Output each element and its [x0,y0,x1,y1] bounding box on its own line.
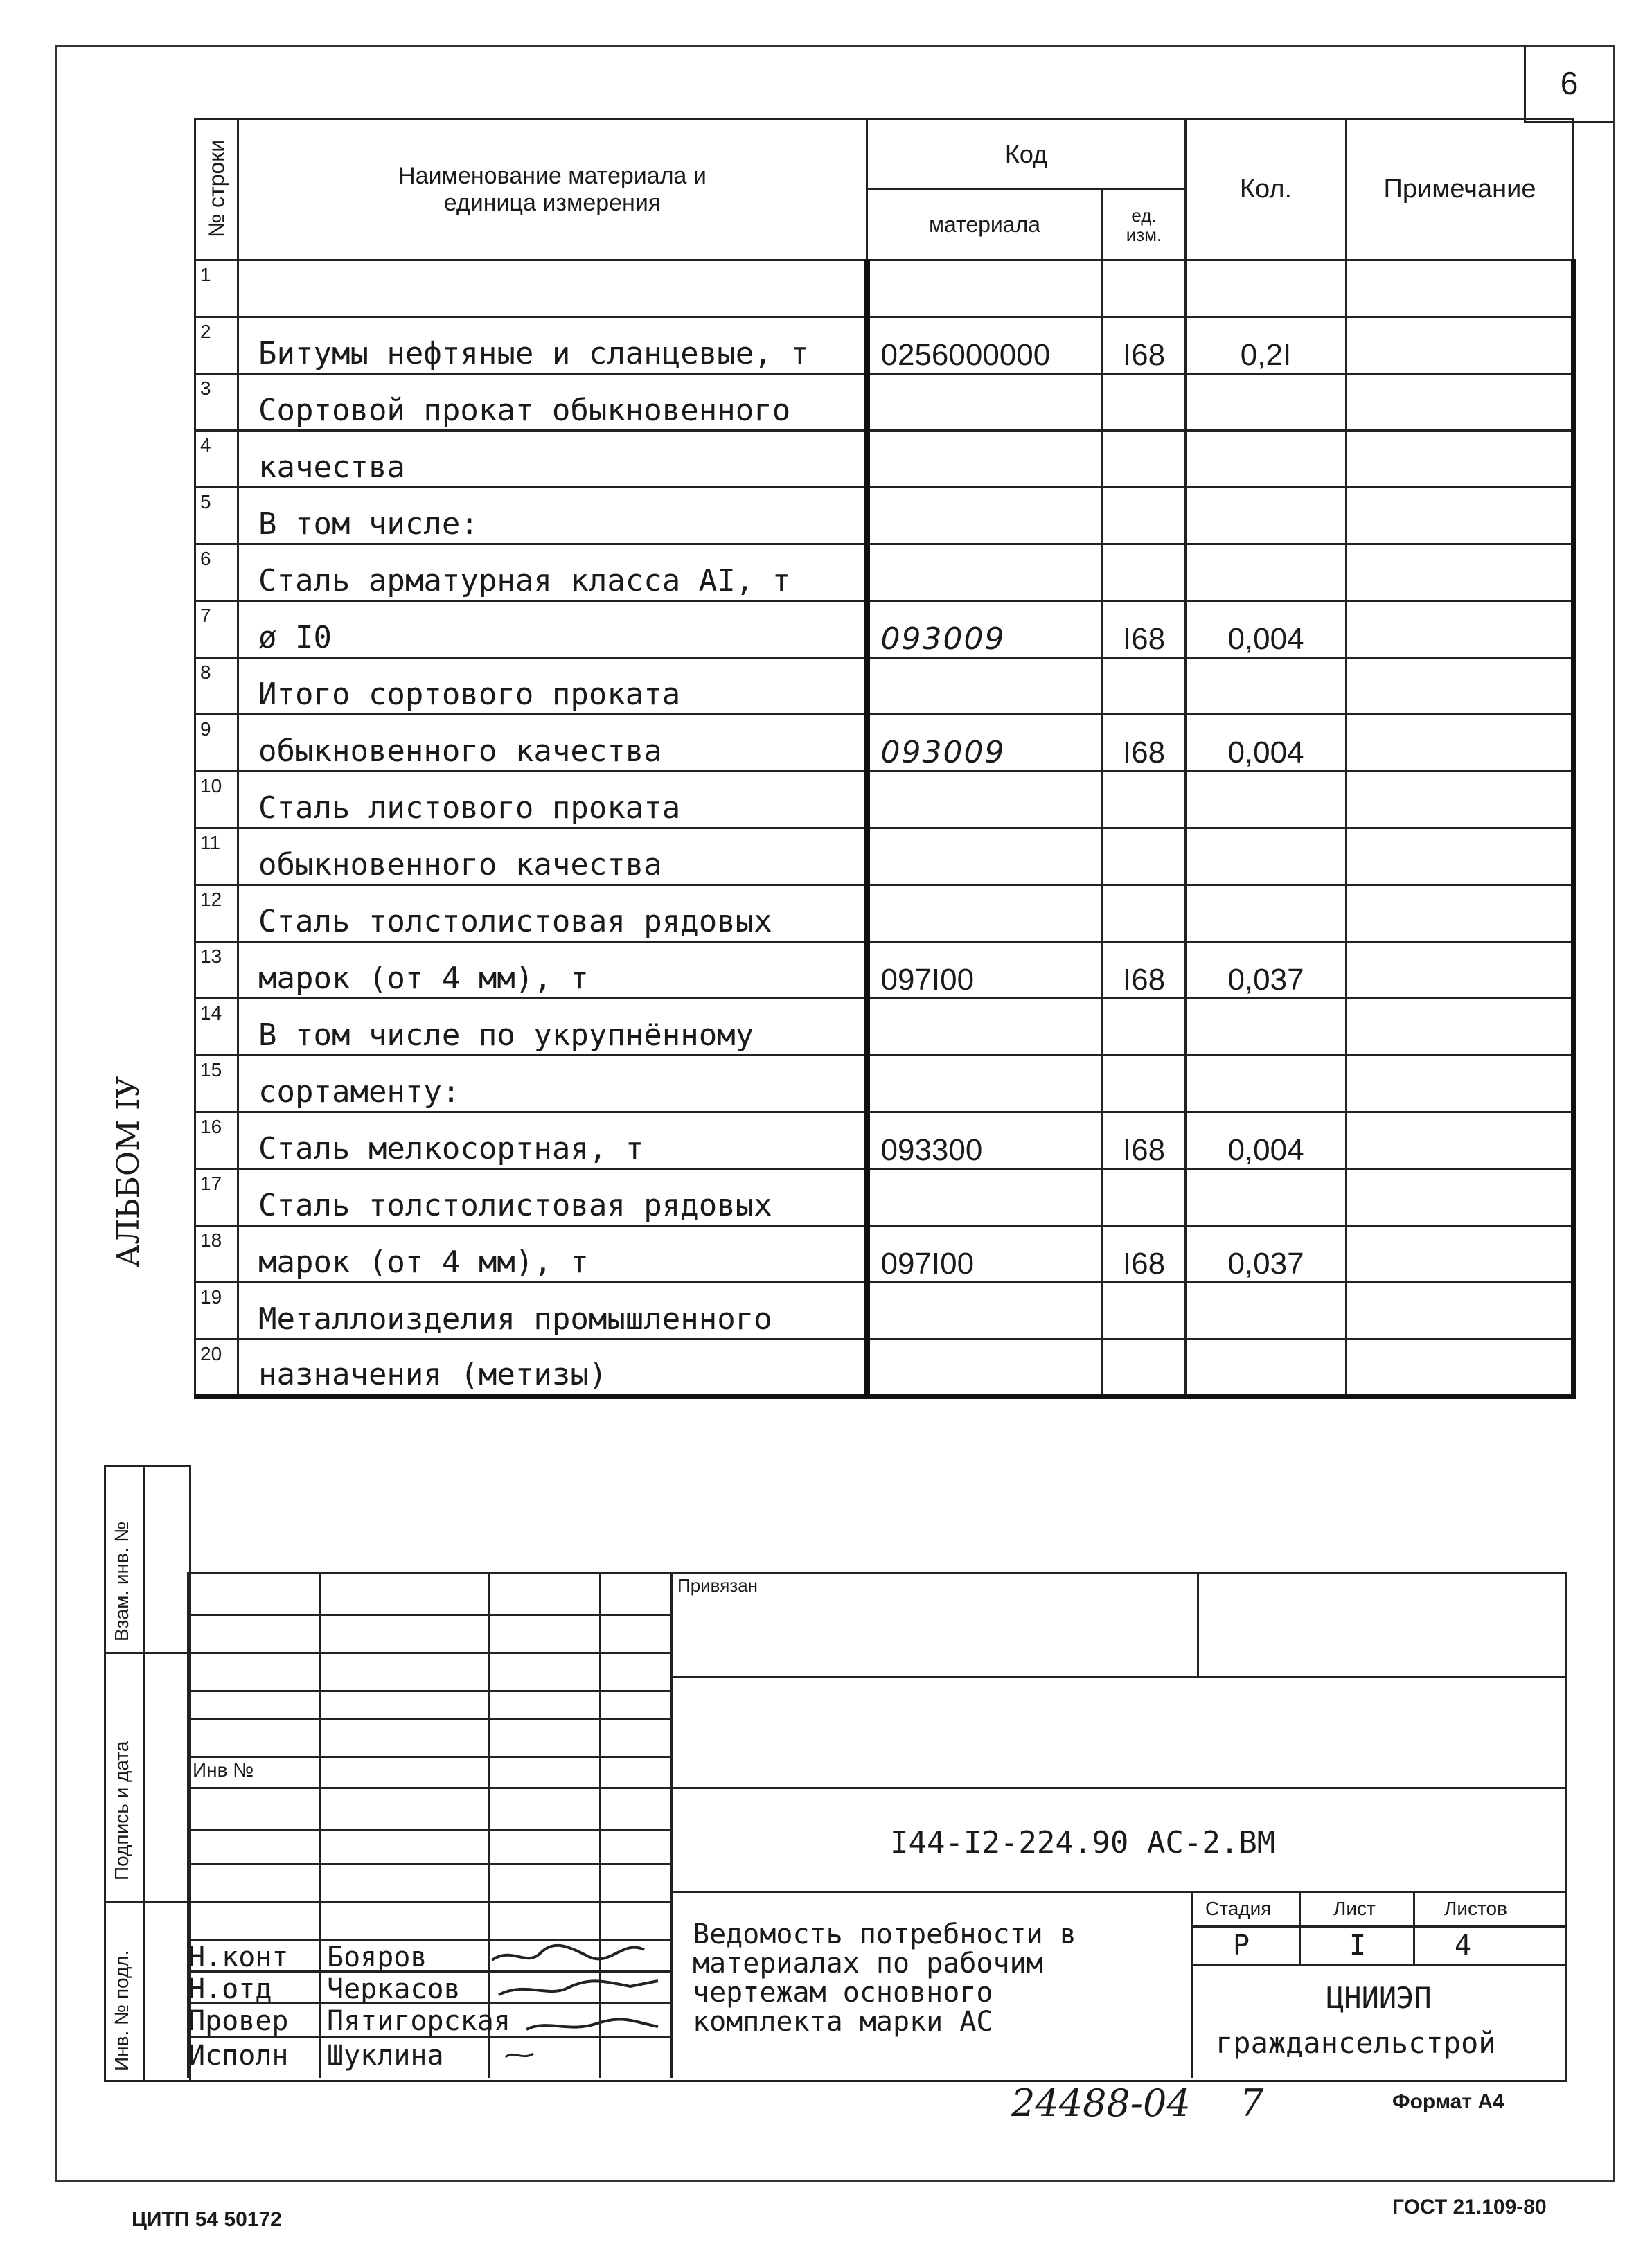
material-name: Сталь толстолистовая рядовых [238,1169,867,1226]
material-name: Итого сортового проката [238,658,867,715]
quantity: 0,037 [1186,942,1347,999]
unit-code: I68 [1103,942,1186,999]
unit-code: I68 [1103,1226,1186,1283]
unit-code [1103,885,1186,942]
role-n-kont: Н.конт [188,1941,289,1973]
header-code-material: материала [867,190,1103,260]
margin-stamp-column-2 [143,1465,191,2082]
row-number: 12 [195,885,238,942]
unit-code [1103,431,1186,488]
material-name: обыкновенного качества [238,828,867,885]
left-code: ЦИТП 54 50172 [132,2208,282,2231]
signature-strokes [485,1932,672,2071]
row-number: 10 [195,772,238,828]
row-number: 17 [195,1169,238,1226]
material-name: Битумы нефтяные и сланцевые, т [238,317,867,374]
quantity [1186,1340,1347,1396]
unit-code [1103,1056,1186,1112]
row-number: 6 [195,544,238,601]
material-code [867,1169,1103,1226]
archive-number: 24488-04 [1011,2081,1191,2125]
quantity: 0,004 [1186,715,1347,772]
quantity: 0,004 [1186,601,1347,658]
table-row [195,260,1574,317]
note-cell [1347,1169,1574,1226]
quantity: 0,004 [1186,1112,1347,1169]
material-name [238,260,867,317]
organization-line-1: ЦНИИЭП [1326,1981,1432,2015]
row-number: 14 [195,999,238,1056]
material-code: 0256000000 [867,317,1103,374]
note-cell [1347,260,1574,317]
privyazan-label: Привязан [677,1575,758,1596]
table-row [195,828,1574,885]
podpis-data-label: Подпись и дата [111,1741,132,1880]
material-code [867,1056,1103,1112]
material-code [867,488,1103,544]
table-row [195,942,1574,999]
material-name: обыкновенного качества [238,715,867,772]
material-code [867,544,1103,601]
document-title-line-2: материалах по рабочим [693,1948,1043,1979]
name-cherkasov: Черкасов [327,1973,461,2005]
table-row [195,488,1574,544]
table-row [195,317,1574,374]
unit-code [1103,658,1186,715]
quantity [1186,431,1347,488]
name-shuklina: Шуклина [327,2040,444,2072]
table-row [195,544,1574,601]
unit-code [1103,1169,1186,1226]
unit-code: I68 [1103,715,1186,772]
table-row [195,1340,1574,1396]
material-name: В том числе: [238,488,867,544]
quantity [1186,658,1347,715]
unit-code [1103,999,1186,1056]
quantity [1186,1283,1347,1340]
material-name: качества [238,431,867,488]
table-row [195,999,1574,1056]
material-name: Металлоизделия промышленного [238,1283,867,1340]
material-name: Сортовой прокат обыкновенного [238,374,867,431]
note-cell [1347,942,1574,999]
stage-value: Р [1233,1930,1250,1961]
quantity [1186,488,1347,544]
material-name: марок (от 4 мм), т [238,1226,867,1283]
unit-code [1103,488,1186,544]
note-cell [1347,544,1574,601]
role-ispoln: Исполн [188,2040,289,2072]
row-number: 20 [195,1340,238,1396]
inv-podl-label: Инв. № подл. [111,1950,132,2071]
quantity [1186,1169,1347,1226]
row-number: 15 [195,1056,238,1112]
page-number-box [1524,45,1613,123]
row-number: 18 [195,1226,238,1283]
material-code: 093300 [867,1112,1103,1169]
row-number: 5 [195,488,238,544]
inv-no-label: Инв № [193,1759,254,1781]
row-number: 8 [195,658,238,715]
unit-code [1103,1283,1186,1340]
material-name: Сталь арматурная класса АI, т [238,544,867,601]
unit-code [1103,374,1186,431]
material-name: Сталь толстолистовая рядовых [238,885,867,942]
table-row [195,1056,1574,1112]
row-number: 3 [195,374,238,431]
note-cell [1347,1283,1574,1340]
table-row [195,431,1574,488]
table-row [195,1283,1574,1340]
material-code [867,885,1103,942]
table-row [195,715,1574,772]
material-code [867,828,1103,885]
material-name: марок (от 4 мм), т [238,942,867,999]
quantity [1186,772,1347,828]
materials-table [194,118,1576,1399]
row-number: 13 [195,942,238,999]
name-boyarov: Бояров [327,1941,427,1973]
vzam-inv-label: Взам. инв. № [111,1521,132,1642]
material-code: 093009 [867,601,1103,658]
materials-table-body [195,260,1574,1396]
material-code [867,1340,1103,1396]
note-cell [1347,1112,1574,1169]
gost-code: ГОСТ 21.109-80 [1392,2196,1547,2218]
quantity [1186,1056,1347,1112]
note-cell [1347,317,1574,374]
note-cell [1347,715,1574,772]
note-cell [1347,601,1574,658]
table-row [195,374,1574,431]
sheets-value: 4 [1455,1930,1472,1961]
unit-code [1103,772,1186,828]
stage-label: Стадия [1205,1898,1272,1919]
format-label: Формат А4 [1392,2090,1504,2113]
name-pyatigorskaya: Пятигорская [327,2005,510,2037]
unit-code [1103,828,1186,885]
quantity [1186,544,1347,601]
material-name: ø I0 [238,601,867,658]
unit-code: I68 [1103,601,1186,658]
material-name: Сталь мелкосортная, т [238,1112,867,1169]
document-title-line-4: комплекта марки АС [693,2006,993,2038]
header-material-name: Наименование материала и единица измерения [238,119,867,260]
header-code: Код [867,119,1186,190]
note-cell [1347,999,1574,1056]
quantity [1186,374,1347,431]
table-row [195,1226,1574,1283]
material-name: назначения (метизы) [238,1340,867,1396]
note-cell [1347,488,1574,544]
table-row [195,658,1574,715]
header-code-unit: ед. изм. [1103,190,1186,260]
row-number: 1 [195,260,238,317]
header-note: Примечание [1347,119,1574,260]
page-number: 6 [1560,65,1579,101]
sheet-label: Лист [1333,1898,1376,1919]
row-number: 19 [195,1283,238,1340]
material-code: 093009 [867,715,1103,772]
table-row [195,601,1574,658]
material-name: Сталь листового проката [238,772,867,828]
quantity [1186,828,1347,885]
row-number: 11 [195,828,238,885]
header-row-number: № строки [195,119,238,260]
material-code [867,431,1103,488]
organization-line-2: граждансельстрой [1216,2026,1496,2060]
note-cell [1347,1226,1574,1283]
note-cell [1347,828,1574,885]
header-quantity: Кол. [1186,119,1347,260]
sheets-label: Листов [1444,1898,1507,1919]
note-cell [1347,885,1574,942]
table-row [195,885,1574,942]
table-row [195,1169,1574,1226]
document-title-line-1: Ведомость потребности в [693,1919,1076,1950]
row-number: 9 [195,715,238,772]
material-code: 097I00 [867,1226,1103,1283]
material-name: В том числе по укрупнённому [238,999,867,1056]
archive-page-number: 7 [1240,2081,1264,2125]
document-title-line-3: чертежам основного [693,1977,993,2009]
table-row [195,772,1574,828]
material-code [867,999,1103,1056]
quantity: 0,037 [1186,1226,1347,1283]
note-cell [1347,374,1574,431]
unit-code: I68 [1103,1112,1186,1169]
unit-code [1103,544,1186,601]
quantity [1186,885,1347,942]
note-cell [1347,1340,1574,1396]
material-code: 097I00 [867,942,1103,999]
row-number: 4 [195,431,238,488]
unit-code [1103,260,1186,317]
role-n-otd: Н.отд [188,1973,272,2005]
material-name: сортаменту: [238,1056,867,1112]
sheet-value: I [1349,1930,1367,1961]
row-number: 16 [195,1112,238,1169]
quantity [1186,999,1347,1056]
table-row [195,1112,1574,1169]
quantity: 0,2I [1186,317,1347,374]
note-cell [1347,431,1574,488]
note-cell [1347,772,1574,828]
row-number: 2 [195,317,238,374]
unit-code [1103,1340,1186,1396]
quantity [1186,260,1347,317]
unit-code: I68 [1103,317,1186,374]
role-prover: Провер [188,2005,289,2037]
material-code [867,772,1103,828]
material-code [867,658,1103,715]
note-cell [1347,1056,1574,1112]
material-code [867,374,1103,431]
row-number: 7 [195,601,238,658]
document-code: I44-I2-224.90 АС-2.ВМ [890,1825,1276,1860]
material-code [867,260,1103,317]
note-cell [1347,658,1574,715]
material-code [867,1283,1103,1340]
album-label: АЛЬБОМ IУ [111,1076,146,1267]
